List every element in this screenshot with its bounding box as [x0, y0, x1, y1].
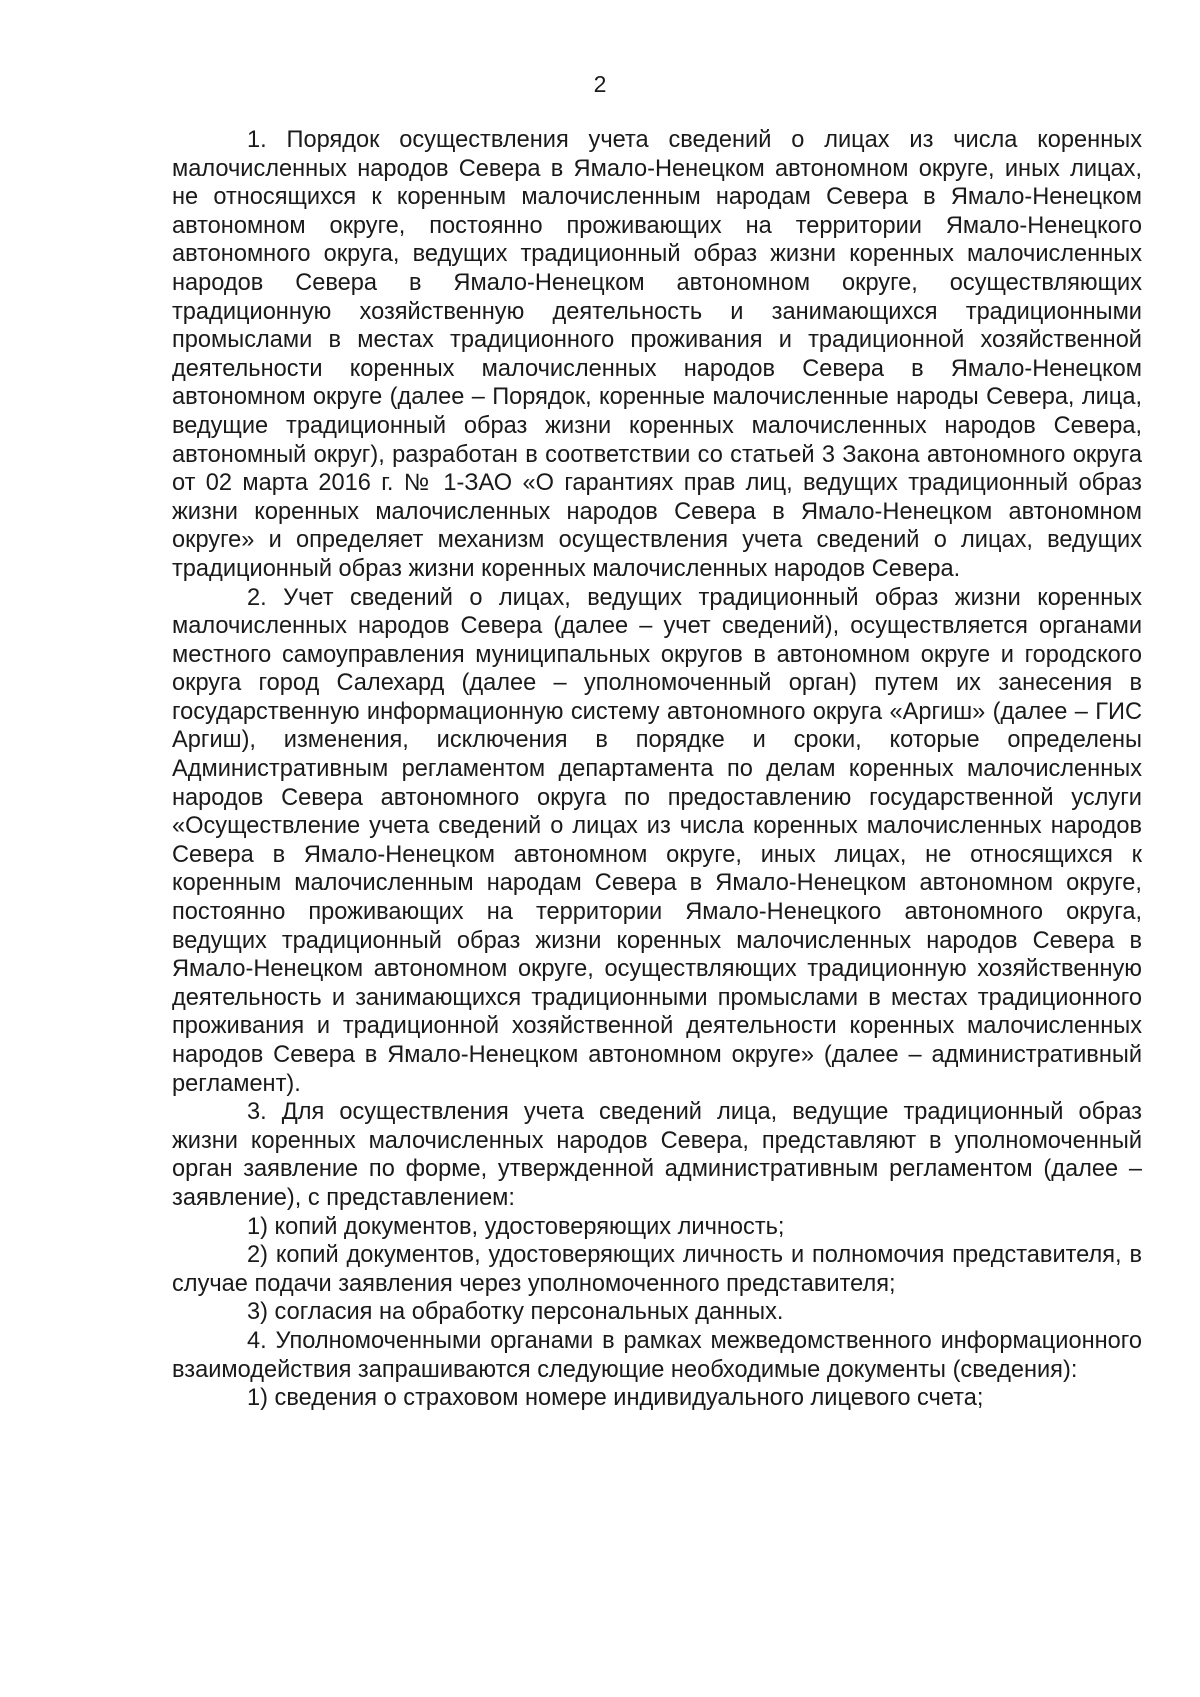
paragraph-4: 4. Уполномоченными органами в рамках межведомственного информационного взаимодействия запрашиваются следующие необходимые документы (сведения): [172, 1327, 1142, 1383]
paragraph-2: 2. Учет сведений о лицах, ведущих традиционный образ жизни коренных малочисленных народов Севера (далее – учет сведений), осуществляется органами местного самоуправления муниципальных округов в автономном округе и городского округа город Салехард (далее – уполномоченный орган) путем их занесения в государственную информационную систему автономного округа «Аргиш» (далее – ГИС Аргиш), изменения, исключения в порядке и сроки, которые определены Административным регламентом департамента по делам коренных малочисленных народов Севера автономного округа по предоставлению государственной услуги «Осуществление учета сведений о лицах из числа коренных малочисленных народов Севера в Ямало-Ненецком автономном округе, иных лицах, не относящихся к коренным малочисленным народам Севера в Ямало-Ненецком автономном округе, постоянно проживающих на территории Ямало-Ненецкого автономного округа, ведущих традиционный образ жизни коренных малочисленных народов Севера в Ямало-Ненецком автономном округе, осуществляющих традиционную хозяйственную деятельность и занимающихся традиционными промыслами в местах традиционного проживания и традиционной хозяйственной деятельности коренных малочисленных народов Севера в Ямало-Ненецком автономном округе» (далее – административный регламент). [172, 584, 1142, 1097]
list-item-3-3: 3) согласия на обработку персональных данных. [247, 1299, 784, 1326]
list-item-3-1: 1) копий документов, удостоверяющих личность; [247, 1213, 785, 1240]
list-item-3-2: 2) копий документов, удостоверяющих личность и полномочия представителя, в случае подачи заявления через уполномоченного представителя; [172, 1242, 1142, 1297]
document-body [172, 126, 1142, 1413]
paragraph-3: 3. Для осуществления учета сведений лица, ведущие традиционный образ жизни коренных малочисленных народов Севера, представляют в уполномоченный орган заявление по форме, утвержденной административным регламентом (далее – заявление), с представлением: [172, 1099, 1142, 1211]
page-number: 2 [593, 71, 607, 97]
list-item-4-1: 1) сведения о страховом номере индивидуального лицевого счета; [247, 1385, 984, 1412]
paragraph-1: 1. Порядок осуществления учета сведений о лицах из числа коренных малочисленных народов Севера в Ямало-Ненецком автономном округе, иных лицах, не относящихся к коренным малочисленным народам Севера в Ямало-Ненецком автономном округе, постоянно проживающих на территории Ямало-Ненецкого автономного округа, ведущих традиционный образ жизни коренных малочисленных народов Севера в Ямало-Ненецком автономном округе, осуществляющих традиционную хозяйственную деятельность и занимающихся традиционными промыслами в местах традиционного проживания и традиционной хозяйственной деятельности коренных малочисленных народов Севера в Ямало-Ненецком автономном округе (далее – Порядок, коренные малочисленные народы Севера, лица, ведущие традиционный образ жизни коренных малочисленных народов Севера, автономный округ), разработан в соответствии со статьей 3 Закона автономного округа от 02 марта 2016 г. № 1-ЗАО «О гарантиях прав лиц, ведущих традиционный образ жизни коренных малочисленных народов Севера в Ямало-Ненецком автономном округе» и определяет механизм осуществления учета сведений о лицах, ведущих традиционный образ жизни коренных малочисленных народов Севера. [172, 127, 1142, 582]
